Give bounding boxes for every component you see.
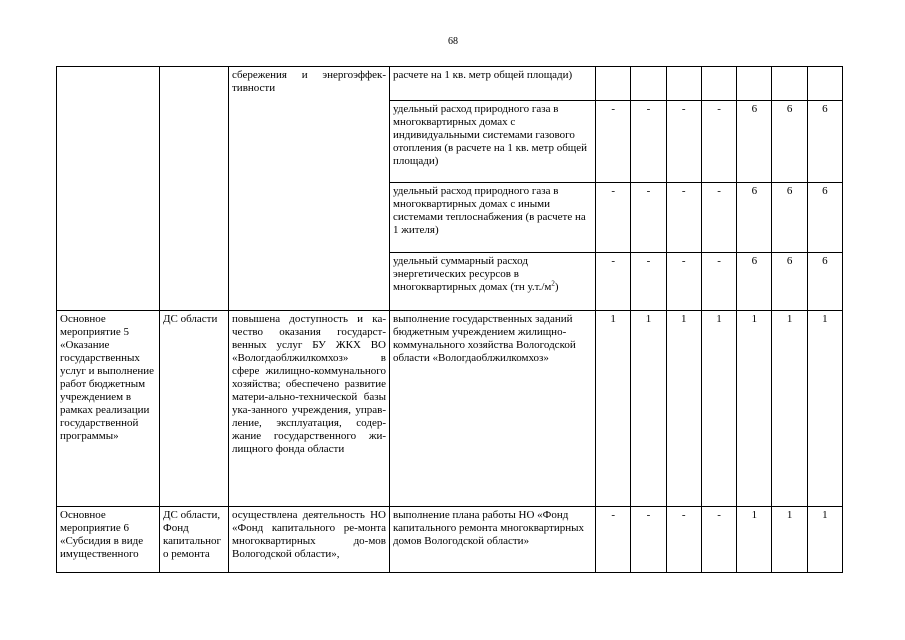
value-cell: -	[631, 101, 666, 183]
value-cell: 1	[596, 311, 631, 507]
value-cell: 1	[807, 311, 842, 507]
indicator-cell: удельный расход природного газа в многоквартирных домах с иными системами теплоснабжения (в расчете на 1 жителя)	[390, 183, 596, 253]
value-cell: 1	[631, 311, 666, 507]
value-cell: 6	[737, 101, 772, 183]
value-cell: -	[631, 183, 666, 253]
value-cell: 6	[772, 253, 807, 311]
executor-cell: ДС области, Фонд капитальног о ремонта	[160, 507, 229, 573]
value-cell: 1	[737, 311, 772, 507]
value-cell	[596, 67, 631, 101]
value-cell: -	[666, 101, 701, 183]
indicator-text: удельный суммарный расход энергетических ресурсов в многоквартирных домах (тн у.т./м	[393, 255, 552, 293]
value-cell: -	[701, 253, 736, 311]
value-cell	[631, 67, 666, 101]
executor-cell: ДС области	[160, 311, 229, 507]
value-cell: -	[701, 183, 736, 253]
value-cell: 6	[737, 183, 772, 253]
value-cell: 6	[737, 253, 772, 311]
executor-cell	[160, 67, 229, 311]
indicator-cell: выполнение плана работы НО «Фонд капитального ремонта многоквартирных домов Вологодской области»	[390, 507, 596, 573]
indicator-text-end: )	[554, 281, 559, 293]
value-cell: 6	[772, 101, 807, 183]
value-cell: 6	[807, 101, 842, 183]
value-cell: -	[596, 183, 631, 253]
value-cell: -	[666, 507, 701, 573]
event-cell: Основное мероприятие 5 «Оказание государственных услуг и выполнение работ бюджетным учреждением в рамках реализации государственной программы»	[57, 311, 160, 507]
indicator-cell: удельный расход природного газа в многоквартирных домах с индивидуальными системами газового отопления (в расчете на 1 кв. метр общей площади)	[390, 101, 596, 183]
value-cell: -	[596, 253, 631, 311]
result-cell: сбережения и энергоэффек-тивности	[229, 67, 390, 311]
result-cell: осуществлена деятельность НО «Фонд капитального ре-монта многоквартирных до-мов Вологодской области»,	[229, 507, 390, 573]
value-cell: -	[596, 101, 631, 183]
value-cell: -	[666, 183, 701, 253]
indicator-superscript: 2	[551, 279, 555, 288]
value-cell: -	[631, 253, 666, 311]
table-row	[57, 507, 843, 573]
page-number: 68	[448, 36, 458, 47]
value-cell	[807, 67, 842, 101]
value-cell	[737, 67, 772, 101]
value-cell: 1	[701, 311, 736, 507]
value-cell: 1	[666, 311, 701, 507]
value-cell	[772, 67, 807, 101]
value-cell: -	[631, 507, 666, 573]
program-indicators-table	[56, 66, 843, 573]
value-cell: 6	[772, 183, 807, 253]
value-cell	[701, 67, 736, 101]
value-cell: 6	[807, 253, 842, 311]
value-cell: -	[666, 253, 701, 311]
value-cell	[666, 67, 701, 101]
indicator-cell: выполнение государственных заданий бюджетным учреждением жилищно-коммунального хозяйства Вологодской области «Вологдаоблжилкомхоз»	[390, 311, 596, 507]
indicator-cell: расчете на 1 кв. метр общей площади)	[390, 67, 596, 101]
value-cell: 1	[807, 507, 842, 573]
result-cell: повышена доступность и ка-чество оказания государст-венных услуг БУ ЖКХ ВО «Вологдаоблжилкомхоз» в сфере жилищно-коммунального хозяйства; обеспечено развитие матери-ально-технической базы ука-занного учреждения, управ-ление, эксплуатация, содер-жание государственного жи-лищного фонда области	[229, 311, 390, 507]
value-cell: -	[701, 101, 736, 183]
value-cell: 6	[807, 183, 842, 253]
value-cell: -	[701, 507, 736, 573]
event-cell: Основное мероприятие 6 «Субсидия в виде имущественного	[57, 507, 160, 573]
event-cell	[57, 67, 160, 311]
value-cell: -	[596, 507, 631, 573]
table-row	[57, 311, 843, 507]
value-cell: 1	[772, 311, 807, 507]
value-cell: 1	[772, 507, 807, 573]
value-cell: 1	[737, 507, 772, 573]
table-row	[57, 67, 843, 101]
indicator-cell	[390, 253, 596, 311]
